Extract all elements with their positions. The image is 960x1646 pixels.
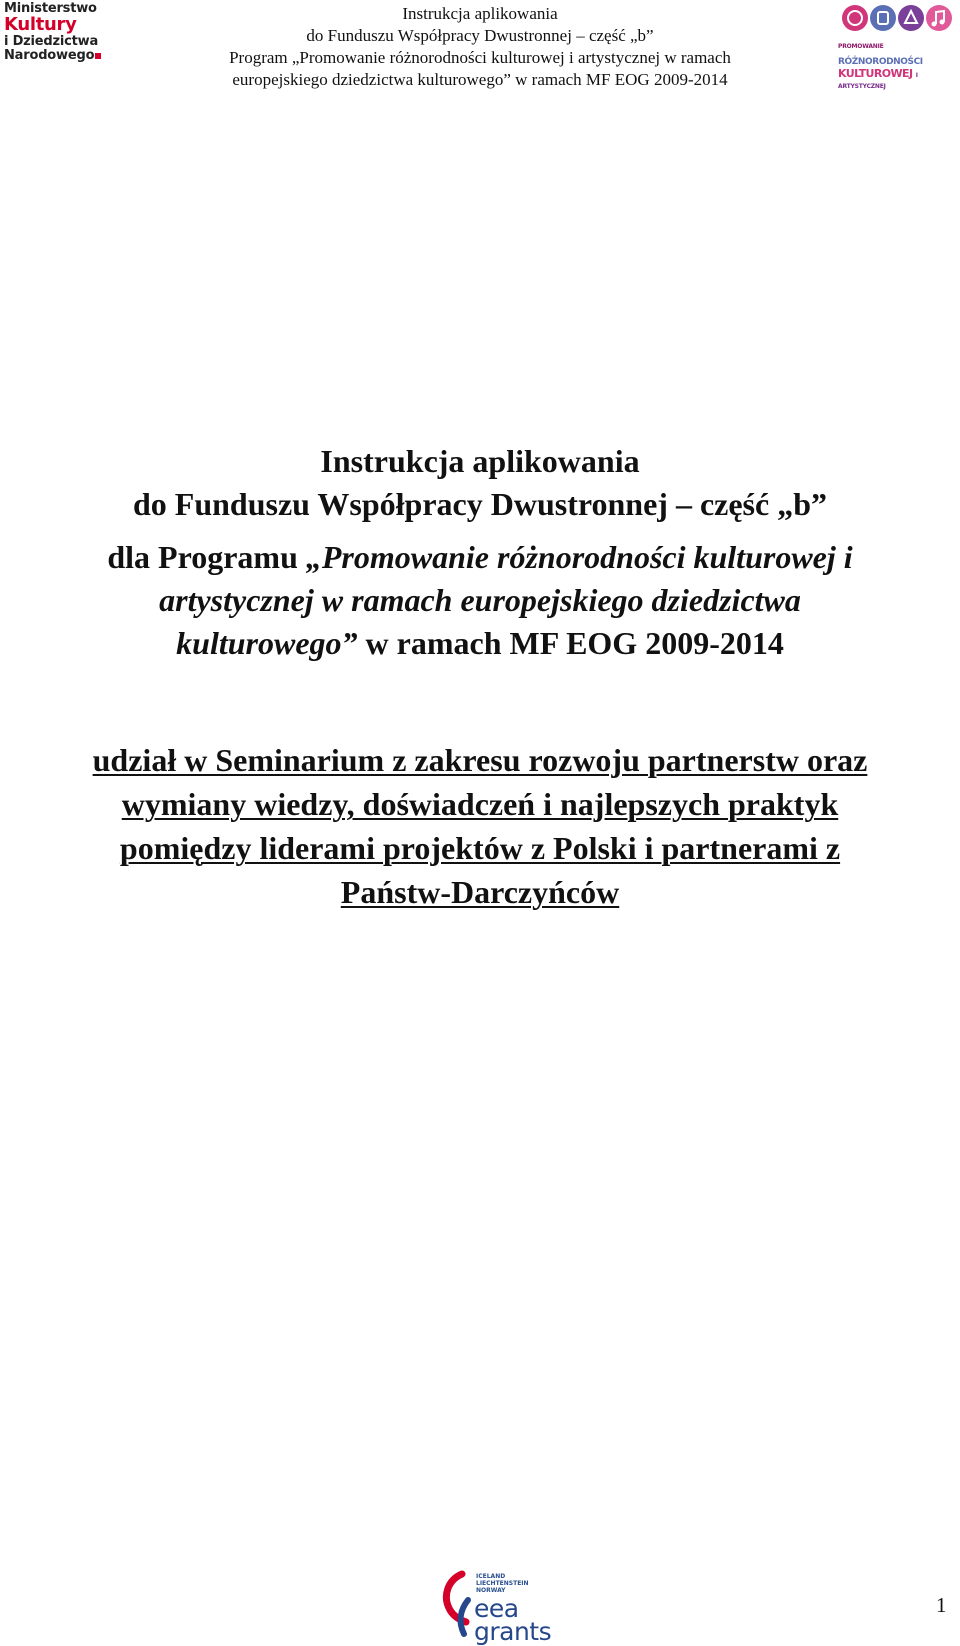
ministry-logo-line4-text: Narodowego	[4, 48, 95, 63]
running-header-line: europejskiego dziedzictwa kulturowego” w ramach MF EOG 2009-2014	[232, 70, 728, 89]
program-logo-bottom	[838, 68, 958, 90]
title-prefix: dla Programu	[107, 539, 306, 575]
running-header-line: do Funduszu Współpracy Dwustronnej – część „b”	[306, 26, 654, 45]
program-logo-main: RÓŻNORODNOŚCI	[838, 57, 923, 67]
eea-country: ICELAND	[476, 1573, 506, 1580]
program-logo-circles-icon	[841, 3, 955, 33]
program-logo-circle-icon	[926, 5, 952, 31]
subtitle-text: Państw-Darczyńców	[340, 874, 620, 910]
subtitle-line	[10, 782, 950, 826]
grants-word: grants	[474, 1617, 552, 1646]
title-suffix: w ramach MF EOG 2009-2014	[357, 625, 784, 661]
title-line: Instrukcja aplikowania	[320, 443, 640, 479]
program-name-italic: kulturowego”	[176, 625, 358, 661]
program-logo	[838, 3, 958, 90]
subtitle-text: pomiędzy liderami projektów z Polski i partnerami z	[119, 830, 841, 866]
ministry-logo-line3: i Dziedzictwa	[4, 34, 99, 49]
ministry-logo-dot-icon	[95, 53, 101, 59]
program-logo-small-top: PROMOWANIE	[838, 43, 884, 50]
eea-grants-logo	[440, 1568, 560, 1644]
eea-countries	[476, 1573, 529, 1594]
subtitle-line	[10, 870, 950, 914]
running-header-line: Program „Promowanie różnorodności kulturowej i artystycznej w ramach	[229, 48, 731, 67]
title-line	[20, 579, 940, 622]
running-header	[150, 3, 810, 91]
title-line	[20, 622, 940, 665]
ministry-logo-line4	[4, 49, 112, 62]
eea-word: eea	[474, 1594, 519, 1623]
document-title	[20, 440, 940, 665]
program-logo-text	[838, 35, 958, 90]
program-name-italic: „Promowanie różnorodności kulturowej i	[305, 539, 853, 575]
title-line	[20, 536, 940, 579]
program-logo-bottom-text: KULTUROWEJ	[838, 67, 913, 80]
eea-swoosh-icon	[440, 1570, 474, 1640]
ministry-logo	[4, 1, 112, 63]
title-line: do Funduszu Współpracy Dwustronnej – część „b”	[132, 486, 827, 522]
subtitle-line	[10, 826, 950, 870]
program-name-italic: artystycznej w ramach europejskiego dziedzictwa	[159, 582, 801, 618]
program-logo-small-bottom: I ARTYSTYCZNEJ	[838, 72, 918, 90]
ministry-logo-line2: Kultury	[4, 14, 77, 35]
running-header-line: Instrukcja aplikowania	[402, 4, 558, 23]
program-logo-circle-icon	[870, 5, 896, 31]
eea-country: NORWAY	[476, 1587, 506, 1594]
program-logo-circle-icon	[842, 5, 868, 31]
page-number: 1	[936, 1593, 947, 1617]
subtitle-line	[10, 738, 950, 782]
ministry-logo-line1: Ministerstwo	[4, 1, 97, 16]
eea-country: LIECHTENSTEIN	[476, 1580, 529, 1587]
subtitle-text: wymiany wiedzy, doświadczeń i najlepszych praktyk	[121, 786, 839, 822]
document-subtitle	[10, 738, 950, 914]
subtitle-text: udział w Seminarium z zakresu rozwoju partnerstw oraz	[92, 742, 868, 778]
